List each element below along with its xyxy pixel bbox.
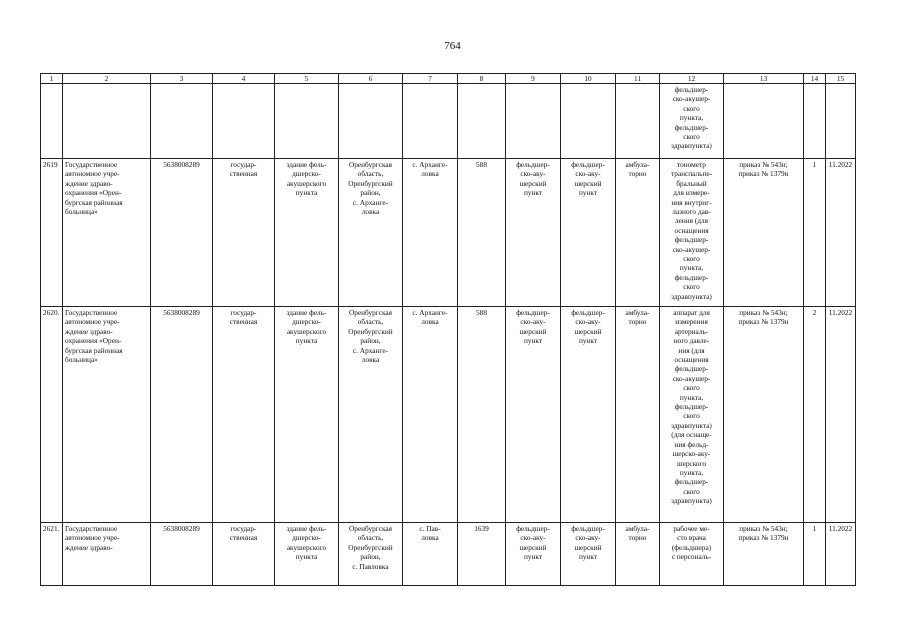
care-condition-cell: амбула- торно — [616, 523, 660, 586]
quantity-cell: 2 — [804, 307, 826, 523]
order-cell: приказ № 543н; приказ № 1379н — [724, 307, 804, 523]
population-cell: 588 — [458, 307, 506, 523]
column-header: 13 — [724, 74, 804, 84]
subdivision-cell: фельдшер- ско-аку- шерский пункт — [561, 523, 616, 586]
locality-cell: с. Архангe- ловка — [403, 159, 458, 307]
address-cell: Оренбургская область, Оренбургский район, с. Павловка — [339, 523, 403, 586]
subdivision-cell: фельдшер- ско-аку- шерский пункт — [561, 307, 616, 523]
unit-type-cell: фельдшер- ско-аку- шерский пункт — [506, 159, 561, 307]
ownership-cell: государ- ственная — [213, 307, 275, 523]
column-header: 12 — [660, 74, 724, 84]
ownership-cell: государ- ственная — [213, 523, 275, 586]
page-number: 764 — [444, 40, 461, 52]
organization-cell: Государственное автономное учре- ждение здраво- охранения «Орен- бургская районная больница» — [63, 307, 151, 523]
inn-cell: 5638008289 — [151, 159, 213, 307]
table-row — [41, 307, 856, 523]
date-cell: 11.2022 — [826, 307, 856, 523]
population-cell: 1639 — [458, 523, 506, 586]
column-header: 11 — [616, 74, 660, 84]
organization-cell: Государственное автономное учре- ждение здраво- охранения «Орен- бургская районная больница» — [63, 159, 151, 307]
order-cell: приказ № 543н; приказ № 1379н — [724, 523, 804, 586]
inn-cell: 5638008289 — [151, 523, 213, 586]
row-number-cell: 2621. — [41, 523, 63, 586]
ownership-cell: государ- ственная — [213, 159, 275, 307]
inn-cell: 5638008289 — [151, 307, 213, 523]
column-header: 2 — [63, 74, 151, 84]
row-number-cell: 2620. — [41, 307, 63, 523]
quantity-cell: 1 — [804, 523, 826, 586]
equipment-cell: тонометр транспальпе- бральный для измере- ния внутриг- лазного дав- ления (для оснащения фельдшер- ско-акушер- ского пункта, фельдшер- ского здравпункта) — [660, 159, 724, 307]
row-number-cell: 2619 — [41, 159, 63, 307]
subdivision-cell: фельдшер- ско-аку- шерский пункт — [561, 159, 616, 307]
building-cell: здание фель- дшерско- акушерского пункта — [275, 307, 339, 523]
column-header: 7 — [403, 74, 458, 84]
column-header: 4 — [213, 74, 275, 84]
registry-table — [40, 73, 856, 586]
table-row — [41, 159, 856, 307]
date-cell: 11.2022 — [826, 523, 856, 586]
organization-cell: Государственное автономное учре- ждение здраво- — [63, 523, 151, 586]
equipment-cell: рабочее ме- сто врача (фельдшера) с персональ- — [660, 523, 724, 586]
table-row — [41, 523, 856, 586]
address-cell: Оренбургская область, Оренбургский район, с. Архангe- ловка — [339, 159, 403, 307]
continuation-row — [41, 84, 856, 159]
equipment-cell: аппарат для измерения артериаль- ного давле- ния (для оснащения фельдшер- ско-акушер- ского пункта, фельдшер- ского здравпункта) (для оснаще- ния фельд- шерско-аку- шерского пункта, фельдшер- ского здравпункта) — [660, 307, 724, 523]
building-cell: здание фель- дшерско- акушерского пункта — [275, 159, 339, 307]
column-header: 1 — [41, 74, 63, 84]
column-header: 9 — [506, 74, 561, 84]
date-cell: 11.2022 — [826, 159, 856, 307]
address-cell: Оренбургская область, Оренбургский район, с. Архангe- ловка — [339, 307, 403, 523]
column-header: 10 — [561, 74, 616, 84]
unit-type-cell: фельдшер- ско-аку- шерский пункт — [506, 307, 561, 523]
column-header: 5 — [275, 74, 339, 84]
column-header: 6 — [339, 74, 403, 84]
quantity-cell: 1 — [804, 159, 826, 307]
population-cell: 588 — [458, 159, 506, 307]
unit-type-cell: фельдшер- ско-аку- шерский пункт — [506, 523, 561, 586]
care-condition-cell: амбула- торно — [616, 307, 660, 523]
order-cell: приказ № 543н; приказ № 1379н — [724, 159, 804, 307]
locality-cell: с. Архангe- ловка — [403, 307, 458, 523]
column-header: 3 — [151, 74, 213, 84]
locality-cell: с. Пав- ловка — [403, 523, 458, 586]
column-header: 8 — [458, 74, 506, 84]
care-condition-cell: амбула- торно — [616, 159, 660, 307]
header-row — [41, 74, 856, 84]
equipment-cell: фельдшер- ско-акушер- ского пункта, фельдшер- ского здравпункта) — [660, 84, 724, 159]
building-cell: здание фель- дшерско- акушерского пункта — [275, 523, 339, 586]
column-header: 14 — [804, 74, 826, 84]
column-header: 15 — [826, 74, 856, 84]
